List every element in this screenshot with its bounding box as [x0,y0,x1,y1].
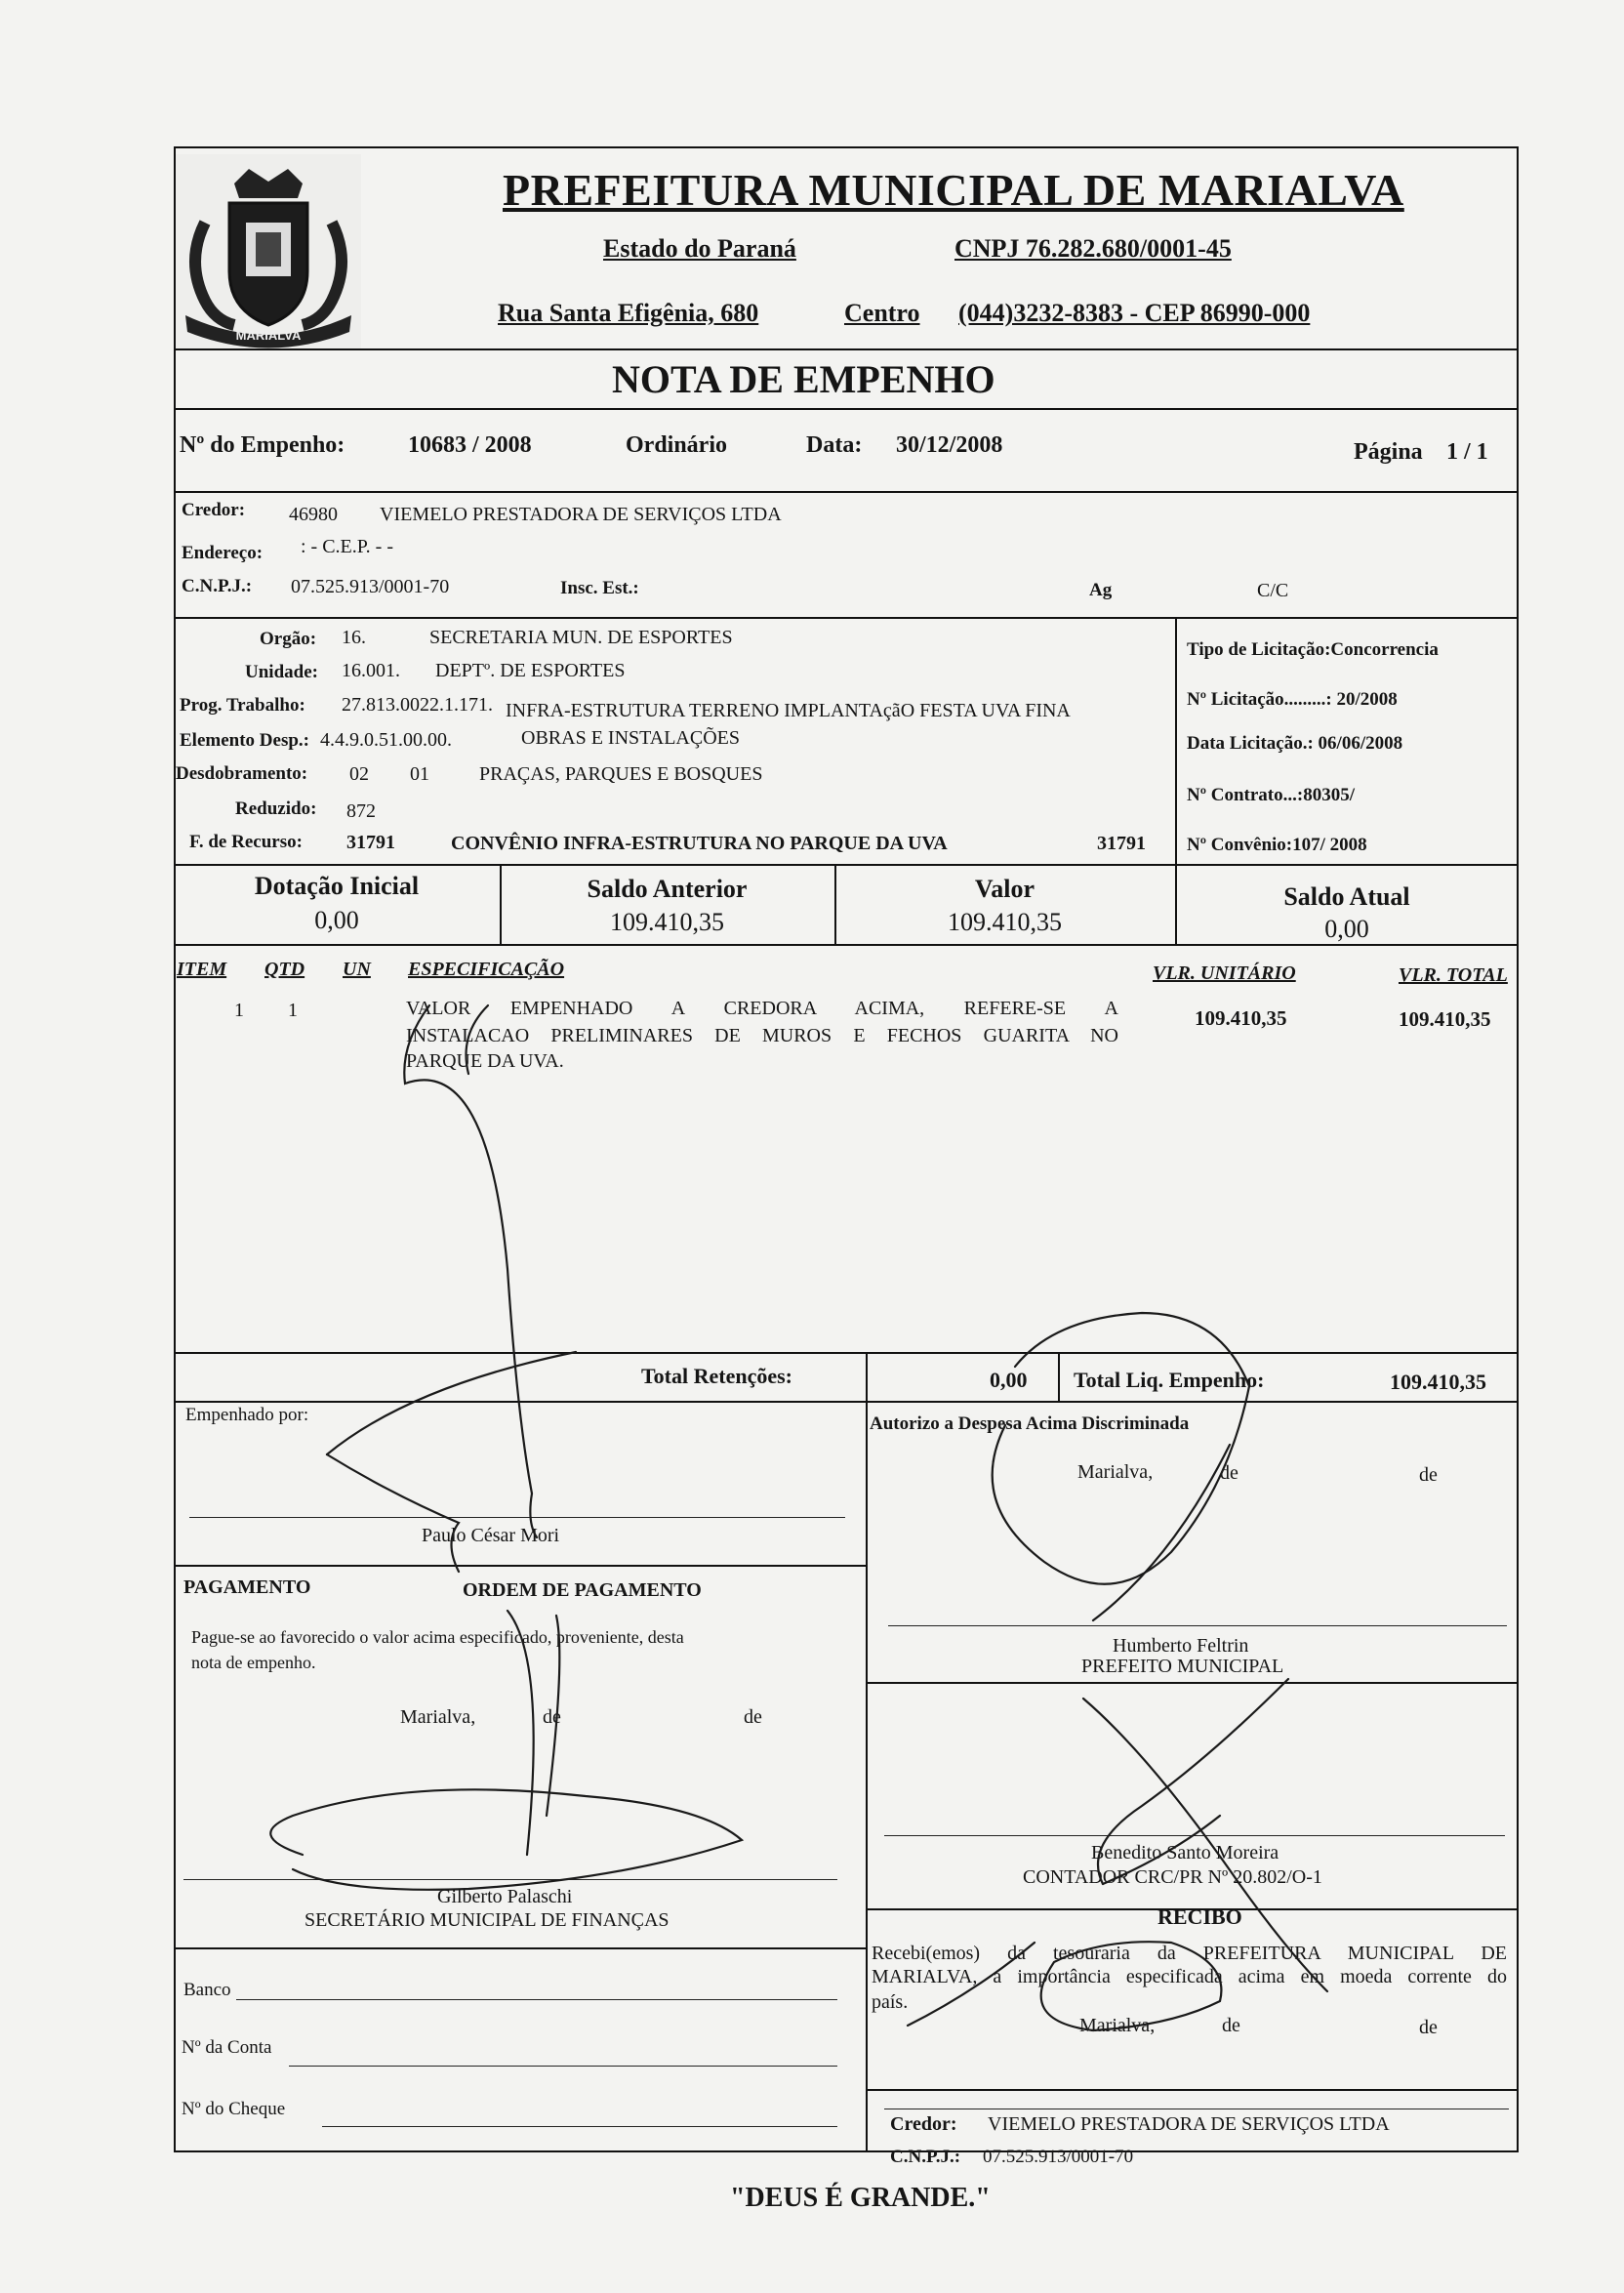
ordem-date-de-1: de [543,1706,561,1728]
unidade-name: DEPTº. DE ESPORTES [435,660,626,681]
total-liquido-value: 109.410,35 [1390,1370,1486,1394]
total-retencoes-value: 0,00 [990,1368,1028,1392]
dotacao-label: Dotação Inicial [254,872,420,900]
fonte-label: F. de Recurso: [189,832,303,852]
total-retencoes-label: Total Retenções: [641,1364,792,1388]
secretario-title: SECRETÁRIO MUNICIPAL DE FINANÇAS [304,1909,670,1931]
col-vlr-total: VLR. TOTAL [1399,964,1508,986]
recibo-credor-name: VIEMELO PRESTADORA DE SERVIÇOS LTDA [988,2113,1390,2135]
desdobramento-name: PRAÇAS, PARQUES E BOSQUES [479,763,763,785]
contador-title: CONTADOR CRC/PR Nº 20.802/O-1 [1023,1866,1322,1888]
recibo-cnpj-label: C.N.P.J.: [890,2147,961,2167]
address-value: : - C.E.P. - - [301,536,393,557]
ordem-pagamento-label: ORDEM DE PAGAMENTO [463,1579,702,1601]
empenho-number-label: Nº do Empenho: [180,432,345,458]
recibo-line-3: país. [872,1991,909,2013]
saldo-atual-value: 0,00 [1324,915,1369,943]
unidade-code: 16.001. [342,660,400,681]
fonte-code-2: 31791 [1097,833,1146,854]
col-especificacao: ESPECIFICAÇÃO [408,959,565,980]
cnpj-label: C.N.P.J.: [182,576,253,596]
convenio-numero: Nº Convênio:107/ 2008 [1187,835,1367,855]
pague-line-2: nota de empenho. [191,1653,316,1672]
fonte-code: 31791 [346,832,395,853]
dotacao-value: 0,00 [314,906,359,934]
recibo-line-2: MARIALVA, a importância especificada acima em moeda corrente do [872,1966,1507,1987]
reduzido-label: Reduzido: [235,798,317,819]
autorizo-date-city: Marialva, [1077,1461,1154,1483]
cnpj-value: 07.525.913/0001-70 [291,576,450,597]
recibo-date-de-1: de [1222,2015,1240,2036]
elemento-label: Elemento Desp.: [180,730,309,751]
conta-label: Nº da Conta [182,2037,272,2058]
page-number: 1 / 1 [1446,439,1488,465]
pague-line-1: Pague-se ao favorecido o valor acima especificado, proveniente, desta [191,1627,684,1647]
licitacao-numero: Nº Licitação.........: 20/2008 [1187,689,1398,710]
col-vlr-unitario: VLR. UNITÁRIO [1153,962,1296,984]
recibo-label: RECIBO [1157,1904,1242,1929]
header-title: PREFEITURA MUNICIPAL DE MARIALVA [503,165,1404,215]
item-vlr-total: 109.410,35 [1399,1007,1491,1031]
desdobramento-label: Desdobramento: [176,763,308,784]
desdobramento-b: 01 [410,763,429,785]
ordem-date-de-2: de [744,1706,762,1728]
valor-value: 109.410,35 [948,908,1062,936]
total-liquido-label: Total Liq. Empenho: [1074,1368,1265,1392]
empenho-type: Ordinário [626,432,728,458]
item-spec-line-1: VALOR EMPENHADO A CREDORA ACIMA, REFERE-SE A [406,998,1118,1019]
elemento-code: 4.4.9.0.51.00.00. [320,729,452,751]
unidade-label: Unidade: [245,662,318,682]
credor-label: Credor: [182,500,246,520]
orgao-name: SECRETARIA MUN. DE ESPORTES [429,627,733,648]
footer-motto: "DEUS É GRANDE." [730,2183,991,2213]
elemento-name: OBRAS E INSTALAÇÕES [521,727,740,749]
recibo-date-city: Marialva, [1079,2015,1156,2036]
header-phone-cep: (044)3232-8383 - CEP 86990-000 [958,299,1311,327]
prefeito-name: Humberto Feltrin [1113,1635,1249,1657]
empenho-number: 10683 / 2008 [408,432,532,458]
orgao-code: 16. [342,627,366,648]
recibo-line-1: Recebi(emos) da tesouraria da PREFEITURA MUNICIPAL DE [872,1943,1507,1964]
empenho-date: 30/12/2008 [896,432,1003,458]
contrato-numero: Nº Contrato...:80305/ [1187,785,1355,805]
prog-trabalho-label: Prog. Trabalho: [180,695,305,716]
cc-label: C/C [1257,580,1289,601]
pagamento-label: PAGAMENTO [183,1576,311,1598]
item-number: 1 [234,1000,244,1021]
reduzido-value: 872 [346,800,376,822]
item-qtd: 1 [288,1000,298,1021]
recibo-cnpj-value: 07.525.913/0001-70 [983,2147,1134,2167]
fonte-name: CONVÊNIO INFRA-ESTRUTURA NO PARQUE DA UVA [451,833,948,854]
document-title: NOTA DE EMPENHO [612,357,995,401]
col-qtd: QTD [264,959,305,980]
municipal-crest-icon [176,154,361,349]
licitacao-data: Data Licitação.: 06/06/2008 [1187,733,1403,754]
prog-trabalho-code: 27.813.0022.1.171. [342,694,493,716]
autorizo-date-de-2: de [1419,1464,1438,1486]
item-spec-line-2: INSTALACAO PRELIMINARES DE MUROS E FECHOS GUARITA NO [406,1025,1118,1046]
saldo-anterior-value: 109.410,35 [610,908,724,936]
recibo-date-de-2: de [1419,2017,1438,2038]
contador-name: Benedito Santo Moreira [1091,1842,1279,1863]
header-cnpj: CNPJ 76.282.680/0001-45 [954,234,1232,263]
autorizo-date-de-1: de [1220,1462,1238,1484]
saldo-atual-label: Saldo Atual [1283,882,1410,911]
credor-name: VIEMELO PRESTADORA DE SERVIÇOS LTDA [380,504,782,525]
item-vlr-unitario: 109.410,35 [1195,1006,1287,1030]
desdobramento-a: 02 [349,763,369,785]
item-spec-line-3: PARQUE DA UVA. [406,1050,564,1072]
ordem-date-city: Marialva, [400,1706,476,1728]
orgao-label: Orgão: [260,629,317,649]
valor-label: Valor [974,875,1035,903]
ag-label: Ag [1089,580,1113,600]
header-address: Rua Santa Efigênia, 680 [498,299,759,327]
page-label: Página [1354,439,1423,465]
secretario-name: Gilberto Palaschi [437,1886,573,1907]
header-district: Centro [844,299,920,327]
tipo-licitacao: Tipo de Licitação:Concorrencia [1187,639,1439,660]
saldo-anterior-label: Saldo Anterior [587,875,748,903]
col-un: UN [343,959,371,980]
address-label: Endereço: [182,543,264,563]
empenhado-por-label: Empenhado por: [185,1405,309,1425]
recibo-credor-label: Credor: [890,2113,957,2135]
insc-est-label: Insc. Est.: [560,578,639,598]
cheque-label: Nº do Cheque [182,2099,286,2119]
credor-code: 46980 [289,504,338,525]
col-item: ITEM [177,959,227,980]
banco-label: Banco [183,1980,231,2000]
prog-trabalho-name: INFRA-ESTRUTURA TERRENO IMPLANTAçãO FESTA UVA FINA [506,700,1071,721]
prefeito-title: PREFEITO MUNICIPAL [1081,1656,1284,1677]
empenhado-por-name: Paulo César Mori [422,1525,560,1546]
empenho-date-label: Data: [806,432,863,458]
header-state: Estado do Paraná [603,234,796,263]
autorizo-label: Autorizo a Despesa Acima Discriminada [870,1413,1190,1434]
svg-text:MARIALVA: MARIALVA [235,328,302,343]
